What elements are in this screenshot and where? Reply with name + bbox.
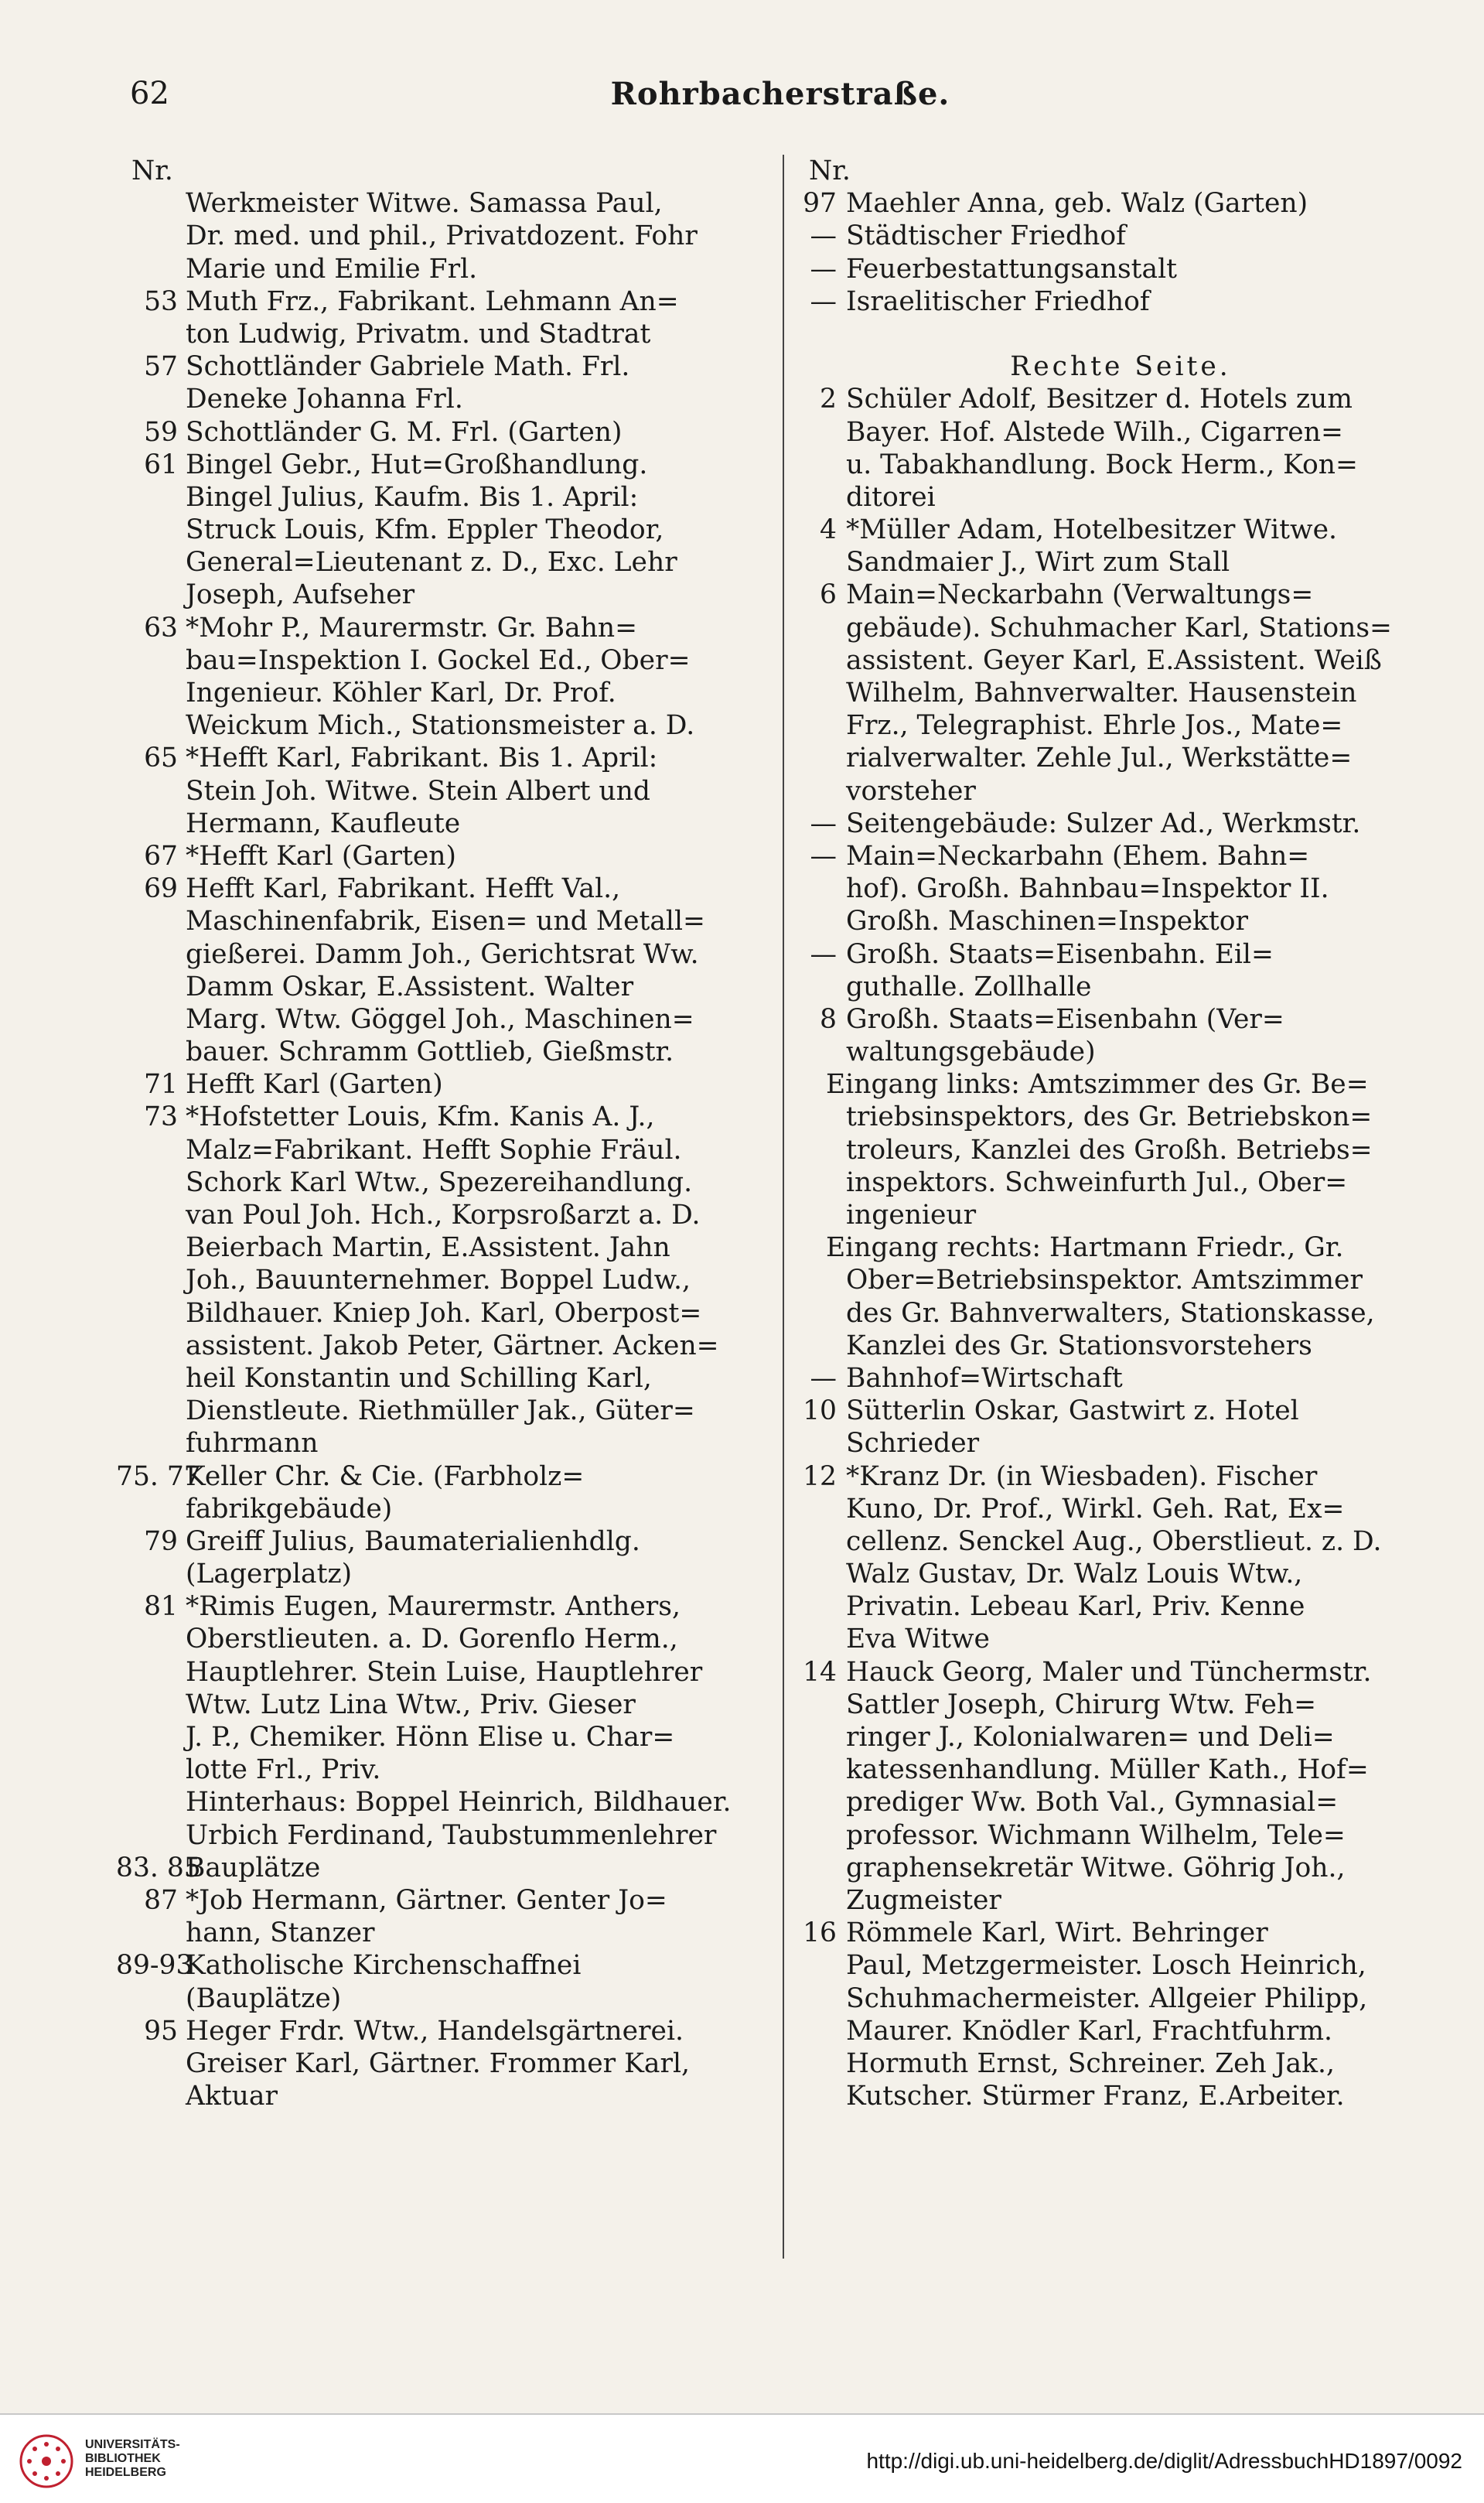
entry-line <box>116 938 766 971</box>
entry-line <box>801 1590 1440 1623</box>
entry-text: Malz=Fabrikant. Hefft Sophie Fräul. <box>186 1134 682 1166</box>
entry-line <box>116 1362 766 1395</box>
entry-text: Ingenieur. Köhler Karl, Dr. Prof. <box>186 678 616 709</box>
entry-line <box>116 1786 766 1818</box>
entry-text: Hauck Georg, Maler und Tünchermstr. <box>846 1656 1372 1688</box>
entry-line <box>116 481 766 514</box>
entry-text: Marg. Wtw. Göggel Joh., Maschinen= <box>186 1003 694 1035</box>
entry-text: Walz Gustav, Dr. Walz Louis Wtw., <box>846 1559 1303 1590</box>
entry-line <box>116 1884 766 1917</box>
right-column-entries <box>801 187 1440 2112</box>
entry-text: Muth Frz., Fabrikant. Lehmann An= <box>186 285 679 317</box>
entry-line <box>116 644 766 677</box>
entry-line <box>801 742 1440 774</box>
entry-line <box>801 1819 1440 1852</box>
entry-text: *Rimis Eugen, Maurermstr. Anthers, <box>186 1591 681 1623</box>
entry-line <box>801 1231 1440 1264</box>
entry-line <box>801 709 1440 742</box>
entry-line <box>116 220 766 252</box>
entry-line <box>801 1558 1440 1590</box>
entry-line <box>116 449 766 481</box>
entry-text: J. P., Chemiker. Hönn Elise u. Char= <box>186 1722 675 1753</box>
entry-text: ton Ludwig, Privatm. und Stadtrat <box>186 318 651 350</box>
entry-line <box>801 220 1440 252</box>
house-number: 61 <box>144 449 178 480</box>
directory-columns <box>116 155 1440 2274</box>
house-number: 81 <box>144 1591 178 1623</box>
entry-line <box>801 1264 1440 1296</box>
entry-text: (Bauplätze) <box>186 1982 342 2014</box>
entry-line <box>801 1199 1440 1231</box>
entry-line <box>116 1689 766 1721</box>
entry-line <box>801 938 1440 971</box>
entry-line <box>116 416 766 449</box>
entry-text: Weickum Mich., Stationsmeister a. D. <box>186 710 695 742</box>
house-number: 59 <box>144 416 178 448</box>
entry-text: *Hefft Karl (Garten) <box>186 840 456 872</box>
entry-text: *Hefft Karl, Fabrikant. Bis 1. April: <box>186 743 658 774</box>
entry-line <box>801 1623 1440 1655</box>
entry-line <box>801 1362 1440 1395</box>
entry-line <box>116 579 766 611</box>
entry-text: ingenieur <box>846 1200 977 1231</box>
entry-text: Hormuth Ernst, Schreiner. Zeh Jak., <box>846 2047 1335 2079</box>
entry-line <box>801 1656 1440 1689</box>
entry-text: vorsteher <box>846 775 976 807</box>
library-name <box>85 2438 180 2480</box>
entry-line <box>116 1101 766 1133</box>
entry-line <box>801 1395 1440 1427</box>
entry-text: Großh. Staats=Eisenbahn (Ver= <box>846 1003 1284 1035</box>
house-number: — <box>810 1362 837 1394</box>
entry-line <box>116 808 766 840</box>
entry-line <box>116 1003 766 1036</box>
house-number: — <box>810 285 837 317</box>
entry-line <box>116 1395 766 1427</box>
entry-line <box>801 1852 1440 1884</box>
entry-text: Main=Neckarbahn (Verwaltungs= <box>846 579 1314 611</box>
entry-line <box>801 905 1440 937</box>
entry-line <box>801 579 1440 611</box>
entry-text: Maurer. Knödler Karl, Frachtfuhrm. <box>846 2015 1333 2047</box>
entry-text: des Gr. Bahnverwalters, Stationskasse, <box>846 1297 1375 1329</box>
entry-text: Greiser Karl, Gärtner. Frommer Karl, <box>186 2047 690 2079</box>
entry-text: graphensekretär Witwe. Göhrig Joh., <box>846 1852 1346 1883</box>
entry-line <box>801 1689 1440 1721</box>
entry-text: ringer J., Kolonialwaren= und Deli= <box>846 1722 1335 1753</box>
entry-line <box>801 1786 1440 1818</box>
entry-text: *Hofstetter Louis, Kfm. Kanis A. J., <box>186 1101 655 1133</box>
entry-text: Maschinenfabrik, Eisen= und Metall= <box>186 906 705 937</box>
entry-line <box>116 1623 766 1655</box>
house-number: 83. 85 <box>116 1852 201 1883</box>
entry-text: bauer. Schramm Gottlieb, Gießmstr. <box>186 1036 674 1068</box>
entry-text: guthalle. Zollhalle <box>846 971 1092 1002</box>
entry-line <box>116 1949 766 1982</box>
left-column <box>116 155 766 2274</box>
house-number: — <box>810 253 837 285</box>
left-column-entries <box>116 187 766 2112</box>
entry-text: Aktuar <box>186 2081 278 2112</box>
entry-line <box>801 644 1440 677</box>
entry-line <box>116 1493 766 1525</box>
entry-line <box>801 1427 1440 1460</box>
entry-line <box>801 1036 1440 1068</box>
entry-text: Bauplätze <box>186 1852 321 1883</box>
university-library-logo <box>19 2433 74 2489</box>
entry-text: Schuhmachermeister. Allgeier Philipp, <box>846 1982 1368 2014</box>
entry-text: Main=Neckarbahn (Ehem. Bahn= <box>846 840 1310 872</box>
house-number: 97 <box>803 188 837 220</box>
entry-line <box>116 971 766 1003</box>
entry-text: van Poul Joh. Hch., Korpsroßarzt a. D. <box>186 1200 701 1231</box>
entry-line <box>116 1134 766 1166</box>
entry-text: Schork Karl Wtw., Spezereihandlung. <box>186 1166 693 1198</box>
entry-text: Römmele Karl, Wirt. Behringer <box>846 1917 1268 1949</box>
entry-text: Dr. med. und phil., Privatdozent. Fohr <box>186 220 698 252</box>
entry-line <box>801 1949 1440 1982</box>
entry-line <box>116 1460 766 1493</box>
entry-line <box>801 2080 1440 2112</box>
entry-line <box>116 1330 766 1362</box>
entry-line <box>116 840 766 872</box>
house-number: 79 <box>144 1525 178 1557</box>
entry-line <box>116 1558 766 1590</box>
entry-text: Kanzlei des Gr. Stationsvorstehers <box>846 1330 1312 1361</box>
entry-line <box>116 1264 766 1296</box>
entry-text: Großh. Staats=Eisenbahn. Eil= <box>846 938 1274 970</box>
entry-text: bau=Inspektion I. Gockel Ed., Ober= <box>186 644 691 676</box>
entry-line <box>116 905 766 937</box>
entry-text: Keller Chr. & Cie. (Farbholz= <box>186 1460 585 1492</box>
entry-line <box>116 1231 766 1264</box>
entry-line <box>801 971 1440 1003</box>
house-number: 89-93 <box>116 1950 193 1982</box>
entry-text: Israelitischer Friedhof <box>846 285 1150 317</box>
entry-text: Bayer. Hof. Alstede Wilh., Cigarren= <box>846 416 1343 448</box>
entry-text: Bildhauer. Kniep Joh. Karl, Oberpost= <box>186 1297 702 1329</box>
entry-line <box>116 2080 766 2112</box>
entry-text: Urbich Ferdinand, Taubstummenlehrer <box>186 1819 717 1851</box>
entry-text: (Lagerplatz) <box>186 1559 353 1590</box>
entry-line <box>116 1982 766 2015</box>
entry-line <box>801 383 1440 415</box>
entry-line <box>116 1036 766 1068</box>
page-number: 62 <box>130 76 169 111</box>
entry-line <box>116 1525 766 1558</box>
entry-text: General=Lieutenant z. D., Exc. Lehr <box>186 547 677 579</box>
entry-text: *Kranz Dr. (in Wiesbaden). Fischer <box>846 1460 1318 1492</box>
entry-text: Beierbach Martin, E.Assistent. Jahn <box>186 1232 670 1264</box>
entry-text: Werkmeister Witwe. Samassa Paul, <box>186 188 663 220</box>
entry-line <box>116 775 766 808</box>
entry-line <box>116 1819 766 1852</box>
entry-text: Hinterhaus: Boppel Heinrich, Bildhauer. <box>186 1787 732 1818</box>
entry-line <box>116 1427 766 1460</box>
entry-line <box>801 1003 1440 1036</box>
entry-line <box>801 1297 1440 1330</box>
entry-line <box>801 449 1440 481</box>
entry-line <box>116 514 766 546</box>
entry-text: *Mohr P., Maurermstr. Gr. Bahn= <box>186 612 638 644</box>
library-name-line: HEIDELBERG <box>85 2466 166 2479</box>
entry-line <box>801 1493 1440 1525</box>
entry-text: Eingang rechts: Hartmann Friedr., Gr. <box>826 1232 1344 1264</box>
entry-text: Sütterlin Oskar, Gastwirt z. Hotel <box>846 1395 1299 1427</box>
entry-text: Hefft Karl (Garten) <box>186 1069 443 1101</box>
entry-text: Oberstlieuten. a. D. Gorenflo Herm., <box>186 1624 678 1655</box>
entry-line <box>801 808 1440 840</box>
house-number: 53 <box>144 285 178 317</box>
entry-line <box>801 1460 1440 1493</box>
entry-line <box>801 775 1440 808</box>
page-title: Rohrbacherstraße. <box>610 76 950 112</box>
entry-text: cellenz. Senckel Aug., Oberstlieut. z. D. <box>846 1525 1382 1557</box>
entry-line <box>801 350 1440 383</box>
entry-text: fuhrmann <box>186 1428 319 1460</box>
entry-text: Paul, Metzgermeister. Losch Heinrich, <box>846 1950 1366 1982</box>
entry-text: Katholische Kirchenschaffnei <box>186 1950 582 1982</box>
entry-text: Damm Oskar, E.Assistent. Walter <box>186 971 634 1002</box>
entry-text: u. Tabakhandlung. Bock Herm., Kon= <box>846 449 1358 480</box>
entry-text: Privatin. Lebeau Karl, Priv. Kenne <box>846 1591 1305 1623</box>
entry-text: Hermann, Kaufleute <box>186 808 461 839</box>
entry-text: triebsinspektors, des Gr. Betriebskon= <box>846 1101 1373 1133</box>
entry-line <box>801 2047 1440 2080</box>
house-number: 71 <box>144 1069 178 1101</box>
house-number: — <box>810 220 837 252</box>
entry-text: Zugmeister <box>846 1884 1001 1916</box>
entry-text: Wilhelm, Bahnverwalter. Hausenstein <box>846 678 1357 709</box>
entry-text: prediger Ww. Both Val., Gymnasial= <box>846 1787 1339 1818</box>
house-number: — <box>810 840 837 872</box>
entry-text: fabrikgebäude) <box>186 1493 393 1525</box>
entry-text: Ober=Betriebsinspektor. Amtszimmer <box>846 1265 1363 1296</box>
entry-text: lotte Frl., Priv. <box>186 1754 381 1786</box>
entry-line <box>801 1917 1440 1949</box>
entry-line <box>116 2015 766 2047</box>
entry-text: Schrieder <box>846 1428 980 1460</box>
entry-text: hann, Stanzer <box>186 1917 375 1949</box>
entry-line <box>116 253 766 285</box>
footer-bar <box>0 2413 1484 2503</box>
entry-text: Stein Joh. Witwe. Stein Albert und <box>186 775 650 807</box>
entry-text: Joh., Bauunternehmer. Boppel Ludw., <box>186 1265 691 1296</box>
entry-text: Deneke Johanna Frl. <box>186 384 463 415</box>
entry-line <box>116 1656 766 1689</box>
library-name-line: UNIVERSITÄTS- <box>85 2438 180 2451</box>
entry-line <box>116 1068 766 1101</box>
entry-line <box>801 253 1440 285</box>
entry-text: Seitengebäude: Sulzer Ad., Werkmstr. <box>846 808 1361 839</box>
left-column-heading: Nr. <box>131 155 173 186</box>
entry-text: professor. Wichmann Wilhelm, Tele= <box>846 1819 1346 1851</box>
house-number: 12 <box>803 1460 837 1492</box>
entry-line <box>801 677 1440 709</box>
house-number: 8 <box>820 1003 837 1035</box>
entry-line <box>116 1753 766 1786</box>
entry-text: Hauptlehrer. Stein Luise, Hauptlehrer <box>186 1656 703 1688</box>
entry-line <box>801 285 1440 318</box>
entry-text: Schüler Adolf, Besitzer d. Hotels zum <box>846 384 1353 415</box>
entry-text: troleurs, Kanzlei des Großh. Betriebs= <box>846 1134 1373 1166</box>
entry-line <box>801 514 1440 546</box>
house-number: 67 <box>144 840 178 872</box>
entry-line <box>801 2015 1440 2047</box>
entry-line <box>116 1297 766 1330</box>
page-header <box>130 76 1431 122</box>
entry-line <box>116 677 766 709</box>
house-number: 73 <box>144 1101 178 1133</box>
right-column-heading: Nr. <box>809 155 851 186</box>
entry-text: Bahnhof=Wirtschaft <box>846 1362 1123 1394</box>
entry-text: Kuno, Dr. Prof., Wirkl. Geh. Rat, Ex= <box>846 1493 1345 1525</box>
entry-text: Eva Witwe <box>846 1624 990 1655</box>
house-number: 69 <box>144 873 178 905</box>
entry-text: Hefft Karl, Fabrikant. Hefft Val., <box>186 873 621 905</box>
house-number: 10 <box>803 1395 837 1427</box>
entry-text: Wtw. Lutz Lina Wtw., Priv. Gieser <box>186 1689 636 1720</box>
entry-text: heil Konstantin und Schilling Karl, <box>186 1362 652 1394</box>
entry-text: Großh. Maschinen=Inspektor <box>846 906 1249 937</box>
entry-line <box>116 872 766 905</box>
entry-text: gebäude). Schuhmacher Karl, Stations= <box>846 612 1392 644</box>
house-number: — <box>810 938 837 970</box>
entry-line <box>801 187 1440 220</box>
entry-line <box>801 1982 1440 2015</box>
entry-text: Eingang links: Amtszimmer des Gr. Be= <box>826 1069 1369 1101</box>
house-number: 95 <box>144 2015 178 2047</box>
entry-line <box>801 546 1440 579</box>
entry-line <box>116 612 766 644</box>
house-number: 75. 77 <box>116 1460 201 1492</box>
house-number: 57 <box>144 351 178 383</box>
entry-text: Marie und Emilie Frl. <box>186 253 478 285</box>
entry-line <box>801 318 1440 350</box>
entry-line <box>801 1884 1440 1917</box>
entry-text: Bingel Julius, Kaufm. Bis 1. April: <box>186 481 639 513</box>
entry-line <box>801 1721 1440 1753</box>
entry-text: katessenhandlung. Müller Kath., Hof= <box>846 1754 1369 1786</box>
entry-text: Dienstleute. Riethmüller Jak., Güter= <box>186 1395 695 1427</box>
section-heading: Rechte Seite. <box>1010 351 1231 383</box>
entry-text: Kutscher. Stürmer Franz, E.Arbeiter. <box>846 2081 1345 2112</box>
entry-line <box>801 872 1440 905</box>
entry-text: Schottländer Gabriele Math. Frl. <box>186 351 630 383</box>
house-number: 2 <box>820 384 837 415</box>
house-number: 14 <box>803 1656 837 1688</box>
entry-text: *Müller Adam, Hotelbesitzer Witwe. <box>846 514 1337 546</box>
house-number: 63 <box>144 612 178 644</box>
entry-text: ditorei <box>846 481 936 513</box>
house-number: 16 <box>803 1917 837 1949</box>
entry-text: Struck Louis, Kfm. Eppler Theodor, <box>186 514 664 546</box>
entry-line <box>801 481 1440 514</box>
entry-line <box>801 1753 1440 1786</box>
entry-text: Städtischer Friedhof <box>846 220 1126 252</box>
entry-text: Bingel Gebr., Hut=Großhandlung. <box>186 449 648 480</box>
entry-text: hof). Großh. Bahnbau=Inspektor II. <box>846 873 1329 905</box>
entry-text: gießerei. Damm Joh., Gerichtsrat Ww. <box>186 938 699 970</box>
right-column <box>801 155 1440 2274</box>
entry-line <box>116 2047 766 2080</box>
entry-text: waltungsgebäude) <box>846 1036 1096 1068</box>
entry-line <box>116 318 766 350</box>
entry-line <box>116 350 766 383</box>
library-name-line: BIBLIOTHEK <box>85 2452 161 2465</box>
entry-text: rialverwalter. Zehle Jul., Werkstätte= <box>846 743 1353 774</box>
house-number: — <box>810 808 837 839</box>
entry-line <box>116 1721 766 1753</box>
entry-line <box>116 1590 766 1623</box>
entry-text: Heger Frdr. Wtw., Handelsgärtnerei. <box>186 2015 684 2047</box>
entry-line <box>801 1166 1440 1199</box>
entry-line <box>801 840 1440 872</box>
entry-line <box>801 1101 1440 1133</box>
entry-line <box>116 187 766 220</box>
entry-line <box>116 546 766 579</box>
source-url-link[interactable]: http://digi.ub.uni-heidelberg.de/diglit/AdressbuchHD1897/0092 <box>866 2449 1462 2473</box>
column-divider <box>783 155 784 2259</box>
entry-text: Greiff Julius, Baumaterialienhdlg. <box>186 1525 640 1557</box>
entry-line <box>116 1917 766 1949</box>
house-number: 65 <box>144 743 178 774</box>
entry-line <box>116 1166 766 1199</box>
entry-line <box>801 612 1440 644</box>
entry-text: Schottländer G. M. Frl. (Garten) <box>186 416 623 448</box>
entry-text: *Job Hermann, Gärtner. Genter Jo= <box>186 1884 667 1916</box>
entry-text: Maehler Anna, geb. Walz (Garten) <box>846 188 1308 220</box>
entry-text: Frz., Telegraphist. Ehrle Jos., Mate= <box>846 710 1343 742</box>
entry-line <box>116 1852 766 1884</box>
entry-line <box>116 709 766 742</box>
entry-line <box>801 1068 1440 1101</box>
entry-text: Sattler Joseph, Chirurg Wtw. Feh= <box>846 1689 1316 1720</box>
entry-line <box>801 1134 1440 1166</box>
entry-text: assistent. Geyer Karl, E.Assistent. Weiß <box>846 644 1382 676</box>
entry-line <box>116 383 766 415</box>
house-number: 87 <box>144 1884 178 1916</box>
entry-line <box>116 742 766 774</box>
entry-text: Joseph, Aufseher <box>186 579 415 611</box>
entry-line <box>116 285 766 318</box>
entry-line <box>801 1525 1440 1558</box>
house-number: 6 <box>820 579 837 611</box>
entry-text: Sandmaier J., Wirt zum Stall <box>846 547 1230 579</box>
entry-line <box>801 1330 1440 1362</box>
house-number: 4 <box>820 514 837 546</box>
entry-text: Feuerbestattungsanstalt <box>846 253 1178 285</box>
entry-line <box>801 416 1440 449</box>
entry-line <box>116 1199 766 1231</box>
entry-text: inspektors. Schweinfurth Jul., Ober= <box>846 1166 1348 1198</box>
entry-text: assistent. Jakob Peter, Gärtner. Acken= <box>186 1330 719 1361</box>
